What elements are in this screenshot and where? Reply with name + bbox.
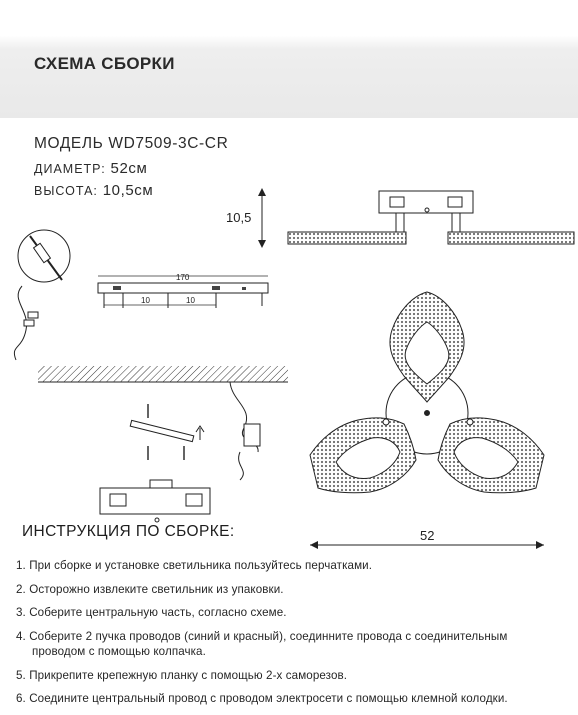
arrow-right-icon	[536, 541, 544, 549]
instructions-title: ИНСТРУКЦИЯ ПО СБОРКЕ:	[22, 523, 235, 540]
diameter-value: 52см	[110, 160, 148, 177]
clamp-block	[150, 480, 172, 488]
step-text: Соберите 2 пучка проводов (синий и красный), соединните провода с соединительным	[29, 629, 508, 643]
step-text: Соберите центральную часть, согласно схеме.	[29, 606, 287, 619]
arrow-down-icon	[258, 240, 266, 248]
model-value: WD7509-3C-CR	[108, 135, 229, 152]
height-label: ВЫСОТА:	[34, 184, 98, 198]
bracket-length-label: 170	[176, 273, 190, 282]
arrow-up-icon	[258, 188, 266, 196]
ceiling-section	[38, 366, 288, 452]
petal-mount-right	[467, 419, 473, 425]
canopy-box	[379, 191, 473, 213]
instruction-step	[16, 605, 576, 621]
step-number: 1.	[16, 559, 26, 572]
arrow-left-icon	[310, 541, 318, 549]
bracket-slot-left	[113, 286, 121, 290]
step-text: Осторожно извлеките светильник из упаковки.	[29, 582, 284, 596]
side-view	[226, 188, 574, 248]
page-title: СХЕМА СБОРКИ	[34, 54, 175, 73]
ceiling-hatch	[38, 366, 288, 382]
top-view	[310, 292, 544, 493]
step-number: 3.	[16, 606, 26, 619]
bracket-view	[98, 273, 268, 308]
step-number: 5.	[16, 668, 26, 682]
fixing-screw	[155, 518, 159, 522]
stem-left	[396, 213, 404, 232]
wire-cap	[28, 312, 38, 318]
step-text: Соедините центральный провод с проводом электросети с помощью клемной колодки.	[29, 692, 508, 705]
mounting-plate	[130, 420, 194, 441]
height-dimension-label: 10,5	[226, 210, 252, 225]
wiring-detail	[14, 230, 70, 360]
offset-label-left: 10	[141, 296, 150, 305]
offset-label-right: 10	[186, 296, 195, 305]
bracket-hole	[242, 287, 246, 290]
center-point	[425, 411, 430, 416]
step-text: Прикрепите крепежную планку с помощью 2-х саморезов.	[29, 668, 348, 682]
height-value: 10,5см	[102, 182, 154, 199]
instruction-step	[16, 691, 576, 707]
step-text-continued: проводом с помощью колпачка.	[32, 645, 206, 658]
arm-profile-right	[448, 232, 574, 244]
diameter-label: 52	[420, 528, 435, 543]
model-label: МОДЕЛЬ	[34, 135, 104, 152]
supply-wire	[239, 452, 244, 480]
wire-cap	[24, 320, 34, 326]
instruction-step	[16, 668, 576, 684]
diameter-dimension	[310, 528, 544, 549]
step-number: 6.	[16, 692, 26, 705]
instruction-step	[16, 558, 576, 574]
stem-right	[452, 213, 460, 232]
step-text: При сборке и установке светильника пользуйтесь перчатками.	[29, 559, 373, 572]
instruction-step	[16, 582, 576, 598]
step-number: 4.	[16, 629, 26, 643]
canopy-detail	[100, 480, 210, 522]
arrow-up-icon	[196, 426, 204, 440]
bracket-slot-right	[212, 286, 220, 290]
step-number: 2.	[16, 582, 26, 596]
canopy-box-bottom	[100, 488, 210, 514]
arm-profile-left	[288, 232, 406, 244]
diameter-label: ДИАМЕТР:	[34, 162, 106, 176]
instruction-step	[16, 629, 576, 660]
mounting-detail	[130, 404, 243, 480]
instruction-list	[16, 558, 576, 715]
petal-mount-left	[383, 419, 389, 425]
clamp-block	[244, 424, 260, 446]
